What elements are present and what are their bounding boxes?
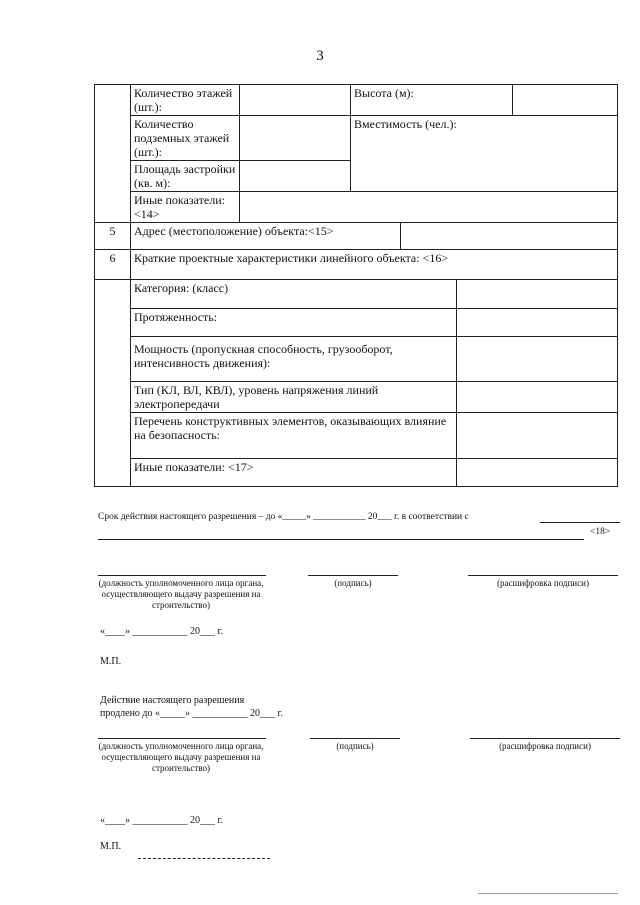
row-num-empty [95,85,131,223]
validity-text: Срок действия настоящего разрешения – до «_____» ___________ 20___ г. в соответствии с [98,512,469,522]
footer-line [478,893,618,894]
stamp-2: М.П. [100,841,122,852]
floors-label: Количество этажей (шт.): [131,85,240,116]
height-value [513,85,618,116]
stamp-1: М.П. [100,656,122,667]
type-value [457,382,618,413]
decoding-caption-1: (расшифровка подписи) [497,578,589,588]
capacity-label: Вместимость (чел.): [351,116,618,192]
elements-label: Перечень конструктивных элементов, оказывающих влияние на безопасность: [131,413,457,459]
decoding-caption-2: (расшифровка подписи) [499,741,591,751]
validity-second-line [98,539,584,540]
address-label: Адрес (местоположение) объекта:<15> [131,223,401,250]
validity-basis-line [540,522,620,523]
extension-line-1: Действие настоящего разрешения [100,695,245,706]
area-value [240,161,351,192]
other-bottom-label: Иные показатели: <17> [131,459,457,487]
power-label: Мощность (пропускная способность, грузооборот, интенсивность движения): [131,337,457,382]
linear-object-label: Краткие проектные характеристики линейного объекта: <16> [131,250,618,280]
position-caption-2: (должность уполномоченного лица органа, осуществляющего выдачу разрешения на строительство) [98,741,264,773]
type-label: Тип (КЛ, ВЛ, КВЛ), уровень напряжения линий электропередачи [131,382,457,413]
category-value [457,280,618,309]
address-value [401,223,618,250]
underground-label: Количество подземных этажей (шт.): [131,116,240,161]
other-top-value [240,192,618,223]
decoding-line-2 [470,738,620,739]
extension-line-2: продлено до «_____» ___________ 20___ г. [100,708,283,719]
page-number: 3 [316,48,324,64]
date-line-2: «____» ___________ 20___ г. [100,815,223,826]
permit-table [94,84,618,487]
power-value [457,337,618,382]
row-num-empty-2 [95,280,131,487]
area-label: Площадь застройки (кв. м): [131,161,240,192]
other-top-label: Иные показатели: <14> [131,192,240,223]
row6-number: 6 [95,250,131,280]
category-label: Категория: (класс) [131,280,457,309]
length-label: Протяженность: [131,309,457,337]
signature-caption-2: (подпись) [336,741,374,751]
signature-caption-1: (подпись) [334,578,372,588]
floors-value [240,85,351,116]
row5-number: 5 [95,223,131,250]
position-line-2 [98,738,266,739]
other-bottom-value [457,459,618,487]
validity-note: <18> [590,527,611,537]
height-label: Высота (м): [351,85,513,116]
position-caption-1: (должность уполномоченного лица органа, осуществляющего выдачу разрешения на строительство) [98,578,264,610]
signature-line-1 [308,575,398,576]
decoding-line-1 [468,575,618,576]
elements-value [457,413,618,459]
length-value [457,309,618,337]
signature-line-2 [310,738,400,739]
underground-value [240,116,351,161]
date-line-1: «____» ___________ 20___ г. [100,626,223,637]
position-line-1 [98,575,266,576]
dashed-separator [138,858,270,859]
